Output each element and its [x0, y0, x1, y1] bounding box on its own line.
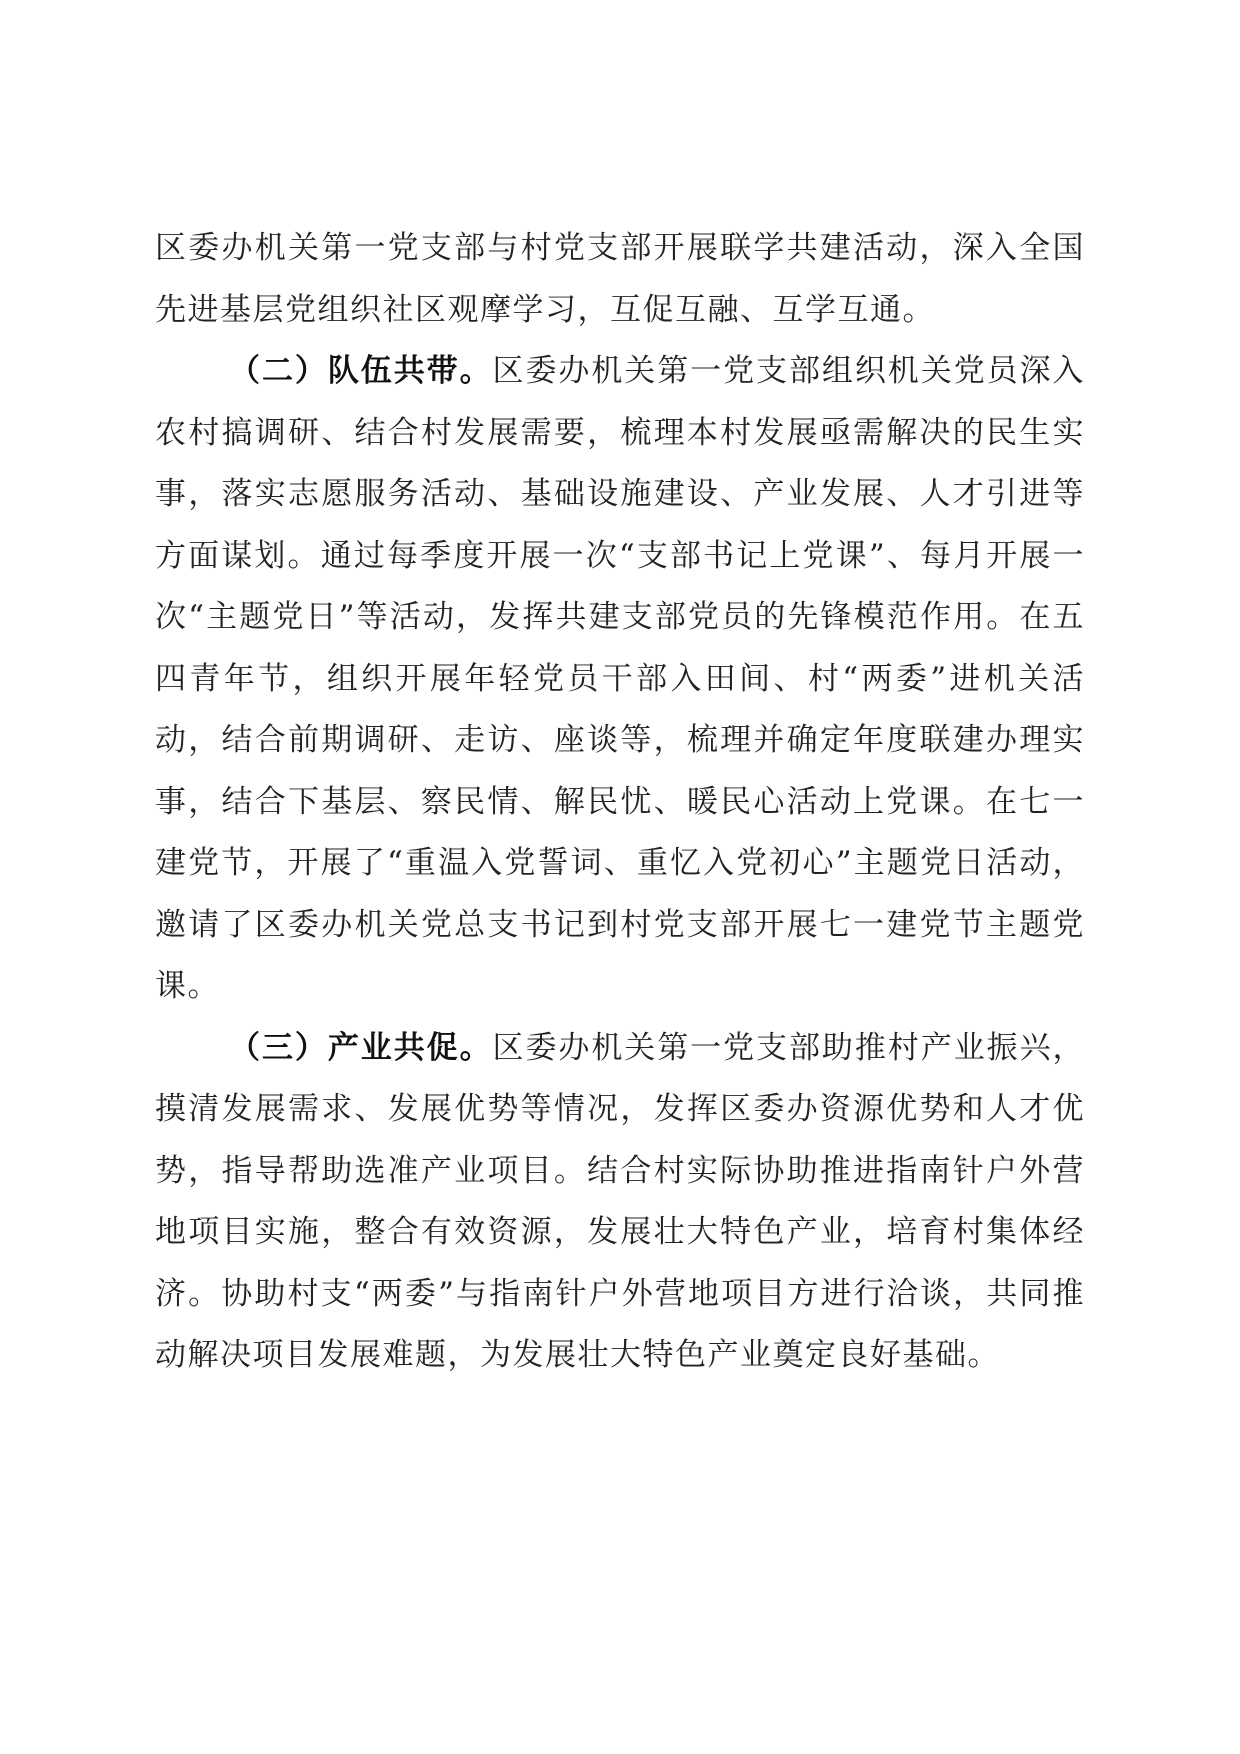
- section-heading: （二）队伍共带。: [229, 353, 493, 389]
- paragraph-industry-promotion: [155, 1018, 1085, 1387]
- section-heading: （三）产业共促。: [229, 1029, 493, 1066]
- paragraph-text: 区委办机关第一党支部组织机关党员深入农村搞调研、结合村发展需要，梳理本村发展亟需解决的民生实事，落实志愿服务活动、基础设施建设、产业发展、人才引进等方面谋划。通过每季度开展一次“支部书记上党课”、每月开展一次“主题党日”等活动，发挥共建支部党员的先锋模范作用。在五四青年节，组织开展年轻党员干部入田间、村“两委”进机关活动，结合前期调研、走访、座谈等，梳理并确定年度联建办理实事，结合下基层、察民情、解民忧、暖民心活动上党课。在七一建党节，开展了“重温入党誓词、重忆入党初心”主题党日活动，邀请了区委办机关党总支书记到村党支部开展七一建党节主题党课。: [155, 353, 1086, 1004]
- paragraph-text: 区委办机关第一党支部助推村产业振兴，摸清发展需求、发展优势等情况，发挥区委办资源优势和人才优势，指导帮助选准产业项目。结合村实际协助推进指南针户外营地项目实施，整合有效资源，发展壮大特色产业，培育村集体经济。协助村支“两委”与指南针户外营地项目方进行洽谈，共同推动解决项目发展难题，为发展壮大特色产业奠定良好基础。: [155, 1029, 1086, 1373]
- paragraph-continuation: [155, 218, 1085, 341]
- paragraph-team-building: [155, 341, 1085, 1018]
- paragraph-text: 区委办机关第一党支部与村党支部开展联学共建活动，深入全国先进基层党组织社区观摩学习，互促互融、互学互通。: [155, 230, 1085, 328]
- document-body: [155, 218, 1085, 1387]
